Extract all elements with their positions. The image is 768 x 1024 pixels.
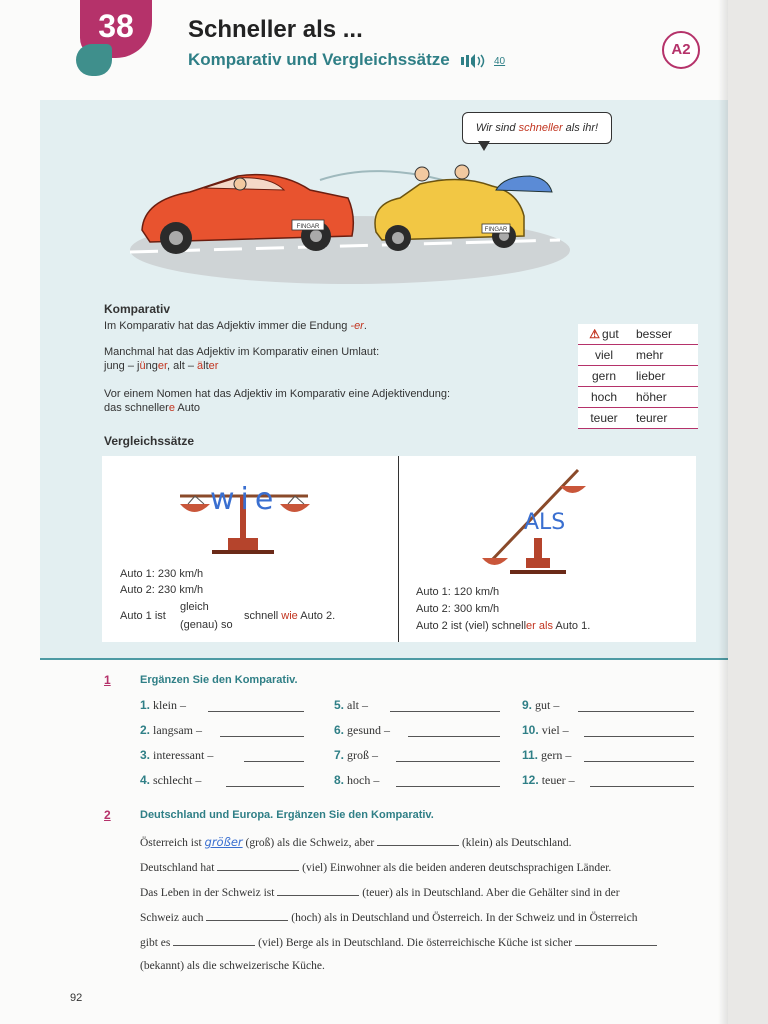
item-adjective: klein – [153,698,187,712]
speech-comparative: schneller [518,122,563,134]
warning-icon: ⚠ [589,327,601,341]
item-adjective: gut – [535,698,560,712]
audio-icon[interactable] [460,52,490,70]
plate-left: FINGAR [296,224,320,230]
exercise-1-item [522,698,559,713]
irregular-row [578,345,698,366]
irregular-base-word: teuer [590,411,618,425]
comparison-divider [398,456,399,642]
irregular-row [578,366,698,387]
item-number: 5. [334,698,345,712]
umlaut-b1: , alt – [167,360,198,372]
irregular-row [578,387,698,408]
item-number: 11. [522,748,539,762]
item-adjective: gern – [541,748,572,762]
answer-blank[interactable] [226,786,304,787]
ex2-gap-teuer[interactable] [277,885,359,896]
ex2-filled-answer[interactable]: größer [204,835,243,849]
answer-blank[interactable] [408,736,500,737]
answer-blank[interactable] [590,786,694,787]
ex2-l2b: (viel) Einwohner als die beiden anderen deutschsprachigen Länder. [299,862,612,874]
item-number: 6. [334,723,345,737]
exercise-2-line-5 [140,935,700,949]
irregular-base [578,408,630,429]
komparativ-rule-2: Manchmal hat das Adjektiv im Komparativ einen Umlaut: [104,346,380,358]
left-speed-2: Auto 2: 230 km/h [120,584,204,596]
item-adjective: langsam – [153,723,203,737]
page-title: Schneller als ... [188,16,363,43]
ex2-l5b: (viel) Berge als in Deutschland. Die österreichische Küche ist sicher [255,937,575,949]
exercise-1-item [140,698,186,713]
exercise-2-line-6: (bekannt) als die schweizerische Küche. [140,960,325,972]
exercise-2-line-2 [140,860,700,874]
umlaut-a4: er [157,360,168,372]
ex2-gap-hoch[interactable] [206,910,288,921]
ex2-l1b: (groß) als die Schweiz, aber [242,837,378,849]
noun-example [104,402,200,414]
right-sentence [416,620,590,632]
right-l3a: Auto 2 ist (viel) schnell [416,620,527,632]
item-number: 4. [140,773,151,787]
left-tail-wie: wie [281,610,298,622]
umlaut-example [104,360,218,372]
irregular-base-word: gern [591,369,617,383]
rule1-period: . [363,320,367,332]
umlaut-a2: ü [139,360,146,372]
speech-bubble-tail [478,141,490,151]
ex2-l1a: Österreich ist [140,837,205,849]
badge-leaf-shape [76,44,112,76]
irregular-comparative: teurer [630,408,698,429]
ex2-l3a: Das Leben in der Schweiz ist [140,887,278,899]
left-gleich: gleich [180,601,209,613]
left-ist: Auto 1 ist [120,610,166,622]
exercise-2-number: 2 [104,808,111,822]
ex2-l1c: (klein) als Deutschland. [459,837,572,849]
exercise-1-item [334,748,378,763]
exercise-2-title: Deutschland und Europa. Ergänzen Sie den Komparativ. [140,809,434,821]
ex2-l2a: Deutschland hat [140,862,218,874]
cars-illustration [120,140,570,290]
answer-blank[interactable] [220,736,304,737]
lesson-number: 38 [98,8,134,44]
item-adjective: hoch – [347,773,380,787]
speech-text-prefix: Wir sind [475,122,519,134]
answer-blank[interactable] [578,711,694,712]
irregular-comparative: mehr [630,345,698,366]
item-adjective: interessant – [153,748,214,762]
komparativ-rule-1 [104,320,367,332]
audio-track-number: 40 [494,56,506,67]
answer-blank[interactable] [396,761,500,762]
answer-blank[interactable] [396,786,500,787]
umlaut-b2: ä [197,360,204,372]
item-number: 12. [522,773,539,787]
umlaut-b4: er [208,360,219,372]
irregular-base-word: viel [594,348,613,362]
speech-text-suffix: als ihr! [562,122,599,134]
handwritten-als: ALS [524,510,566,535]
right-speed-1: Auto 1: 120 km/h [416,586,500,598]
exercise-1-item [522,723,569,738]
page-edge [728,0,768,1024]
left-speed-1: Auto 1: 230 km/h [120,568,204,580]
left-sentence-tail [244,610,335,622]
exercise-1-item [334,698,368,713]
noun-example-3: Auto [174,402,201,414]
exercise-1-item [140,773,201,788]
exercise-2-line-3 [140,885,700,899]
left-genau-so: (genau) so [180,619,233,631]
answer-blank[interactable] [208,711,304,712]
irregular-comparatives-table [578,324,698,429]
noun-example-1: das schneller [104,402,169,414]
ex2-gap-bekannt[interactable] [575,935,657,946]
irregular-base-word: gut [602,327,619,341]
item-adjective: groß – [347,748,379,762]
irregular-row [578,324,698,345]
ex2-gap-klein[interactable] [377,835,459,846]
page-subtitle: Komparativ und Vergleichssätze [188,50,450,69]
item-number: 9. [522,698,533,712]
noun-example-ending: e [168,402,175,414]
right-l3c: Auto 1. [552,620,591,632]
rule1-ending: -er [350,320,364,332]
left-tail-1: schnell [244,610,282,622]
irregular-comparative: lieber [630,366,698,387]
page-number: 92 [70,992,83,1004]
ex2-l3b: (teuer) als in Deutschland. Aber die Gehälter sind in der [359,887,620,899]
ex2-gap-viel-2[interactable] [173,935,255,946]
answer-blank[interactable] [244,761,304,762]
ex2-l4b: (hoch) als in Deutschland und Österreich. In der Schweiz und in Österreich [288,912,638,924]
ex2-l4a: Schweiz auch [140,912,207,924]
right-speed-2: Auto 2: 300 km/h [416,603,500,615]
umlaut-a3: ng [145,360,158,372]
komparativ-heading: Komparativ [104,302,171,316]
rule1-text: Im Komparativ hat das Adjektiv immer die Endung [104,320,351,332]
exercise-1-item [140,723,202,738]
exercise-1-title: Ergänzen Sie den Komparativ. [140,674,298,686]
item-number: 7. [334,748,345,762]
exercise-1-item [334,773,379,788]
irregular-base-word: hoch [590,390,618,404]
ex2-l5a: gibt es [140,937,174,949]
item-adjective: viel – [541,723,569,737]
irregular-base [578,366,630,387]
item-number: 3. [140,748,151,762]
level-badge: A2 [662,31,700,69]
exercise-1-item [522,773,575,788]
exercise-2-line-4 [140,910,700,924]
exercise-1-item [522,748,571,763]
umlaut-a1: jung – j [104,360,140,372]
ex2-gap-viel-1[interactable] [217,860,299,871]
answer-blank[interactable] [390,711,500,712]
item-adjective: alt – [347,698,369,712]
komparativ-rule-3: Vor einem Nomen hat das Adjektiv im Komparativ eine Adjektivendung: [104,388,451,400]
handwritten-wie: wie [210,482,280,517]
grammar-box-rule [40,658,728,660]
item-adjective: teuer – [541,773,575,787]
right-l3b: er als [526,620,553,632]
exercise-2-line-1 [140,835,700,849]
item-adjective: gesund – [347,723,391,737]
irregular-base [578,387,630,408]
irregular-base [578,345,630,366]
vergleich-heading: Vergleichssätze [104,434,195,448]
exercise-1-number: 1 [104,673,111,687]
irregular-comparative: besser [630,324,698,345]
plate-right: FINGAR [484,227,508,233]
irregular-row [578,408,698,429]
item-number: 1. [140,698,151,712]
answer-blank[interactable] [584,736,694,737]
speech-bubble [462,112,612,144]
exercise-1-item [334,723,390,738]
left-tail-3: Auto 2. [297,610,336,622]
exercise-1-item [140,748,213,763]
item-number: 2. [140,723,151,737]
item-number: 8. [334,773,345,787]
answer-blank[interactable] [584,761,694,762]
item-number: 10. [522,723,539,737]
umlaut-b3: lt [203,360,209,372]
irregular-base [578,324,630,345]
item-adjective: schlecht – [153,773,202,787]
irregular-comparative: höher [630,387,698,408]
